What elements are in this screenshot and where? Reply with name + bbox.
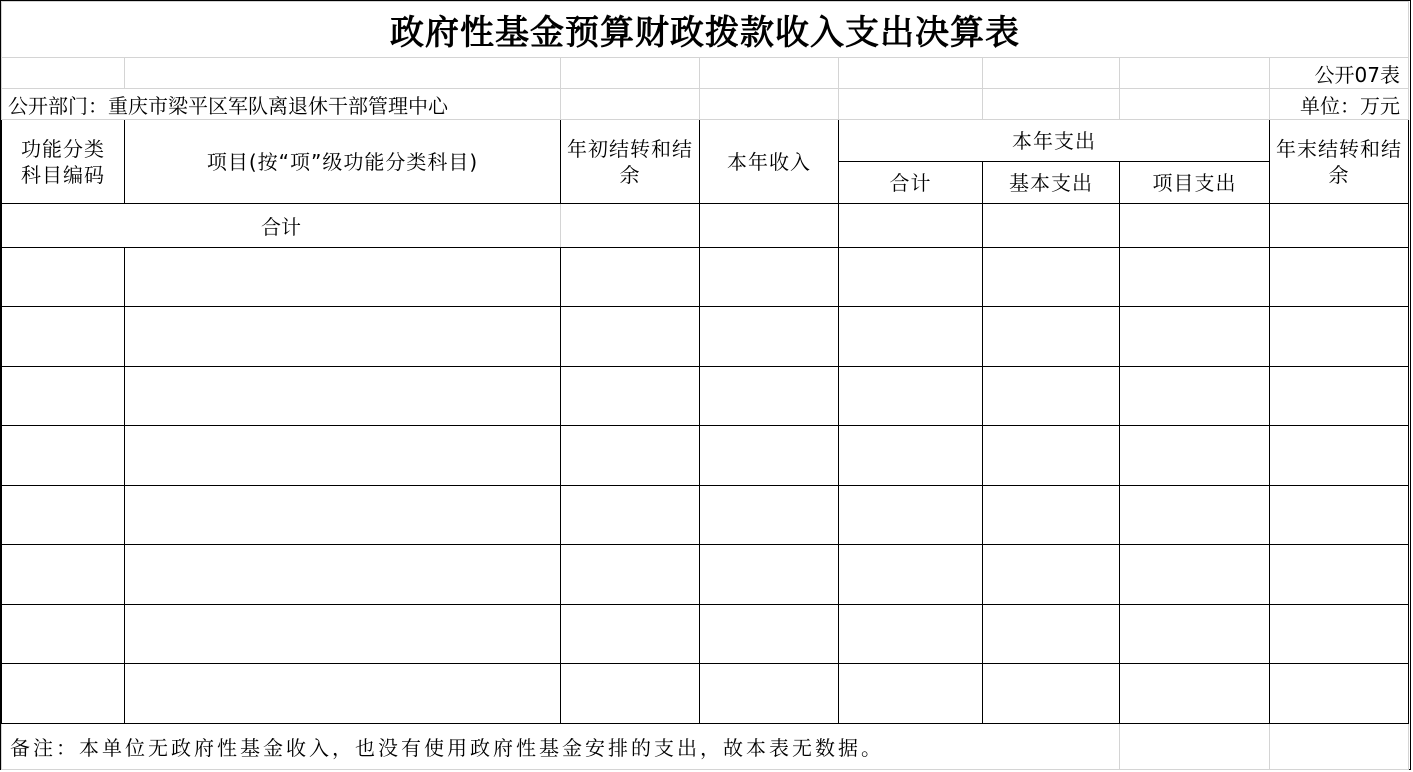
table-row: [2, 307, 1409, 367]
header-item: 项目(按“项”级功能分类科目): [125, 120, 561, 204]
header-expenditure: 本年支出: [839, 120, 1270, 162]
table-row: [2, 664, 1409, 724]
table-row: [2, 545, 1409, 605]
header-exp-total: 合计: [839, 162, 983, 204]
department-label: 公开部门：重庆市梁平区军队离退休干部管理中心: [2, 89, 561, 120]
table-row: [2, 605, 1409, 664]
header-income: 本年收入: [700, 120, 839, 204]
header-begin-balance: 年初结转和结余: [561, 120, 700, 204]
unit-label: 单位：万元: [1270, 89, 1409, 120]
table-row: [2, 367, 1409, 426]
footnote: 备注：本单位无政府性基金收入，也没有使用政府性基金安排的支出，故本表无数据。: [2, 724, 1120, 770]
header-code: 功能分类科目编码: [2, 120, 125, 204]
table-row: [2, 426, 1409, 486]
header-exp-project: 项目支出: [1120, 162, 1270, 204]
form-code: 公开07表: [1270, 58, 1409, 89]
table-row: [2, 248, 1409, 307]
report-title: 政府性基金预算财政拨款收入支出决算表: [2, 2, 1409, 58]
total-row-label: 合计: [2, 204, 561, 248]
budget-table: [1, 1, 1409, 770]
header-end-balance: 年末结转和结余: [1270, 120, 1409, 204]
table-row: [2, 486, 1409, 545]
header-exp-basic: 基本支出: [983, 162, 1120, 204]
